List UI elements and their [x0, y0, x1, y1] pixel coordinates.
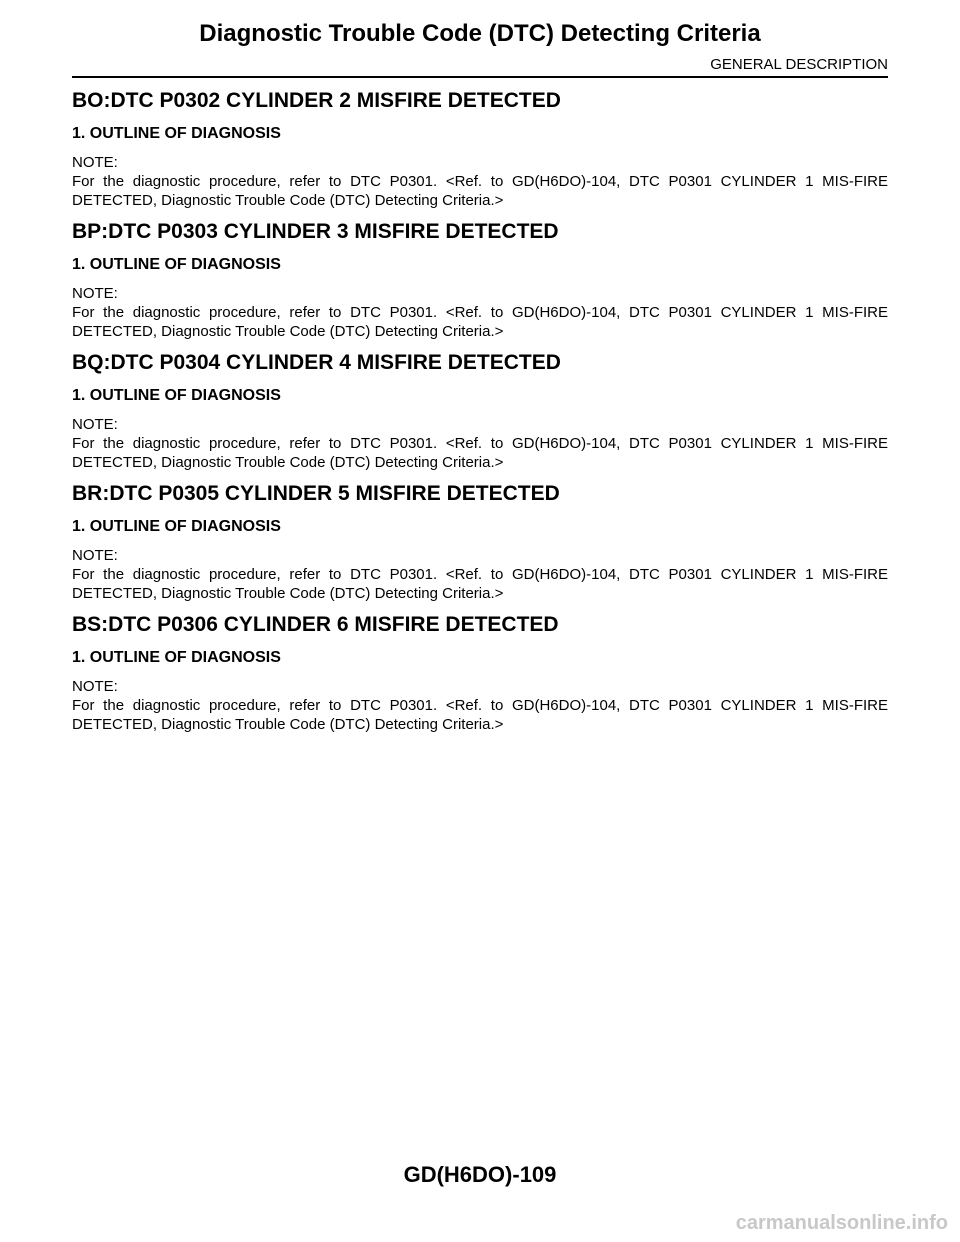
dtc-heading: BO:DTC P0302 CYLINDER 2 MISFIRE DETECTED	[72, 89, 561, 112]
note-label: NOTE:	[72, 678, 118, 695]
note-text: For the diagnostic procedure, refer to DTC P0301. <Ref. to GD(H6DO)-104, DTC P0301 CYLINDER 1 MIS-FIRE DETECTED, Diagnostic Trouble Code (DTC) Detecting Criteria.>	[72, 304, 888, 340]
note-label: NOTE:	[72, 416, 118, 433]
dtc-section-p0302	[72, 88, 888, 210]
note-label: NOTE:	[72, 285, 118, 302]
watermark: carmanualsonline.info	[735, 1212, 948, 1234]
dtc-section-p0305	[72, 481, 888, 603]
page-number: GD(H6DO)-109	[403, 1162, 557, 1187]
main-content	[72, 88, 888, 743]
dtc-heading: BP:DTC P0303 CYLINDER 3 MISFIRE DETECTED	[72, 220, 559, 243]
header-divider	[72, 76, 888, 78]
dtc-section-p0303	[72, 219, 888, 341]
outline-heading: 1. OUTLINE OF DIAGNOSIS	[72, 649, 281, 666]
dtc-heading: BQ:DTC P0304 CYLINDER 4 MISFIRE DETECTED	[72, 351, 561, 374]
outline-heading: 1. OUTLINE OF DIAGNOSIS	[72, 256, 281, 273]
dtc-heading: BS:DTC P0306 CYLINDER 6 MISFIRE DETECTED	[72, 613, 559, 636]
note-label: NOTE:	[72, 154, 118, 171]
page-title: Diagnostic Trouble Code (DTC) Detecting Criteria	[199, 20, 761, 47]
dtc-section-p0304	[72, 350, 888, 472]
dtc-section-p0306	[72, 612, 888, 734]
note-text: For the diagnostic procedure, refer to DTC P0301. <Ref. to GD(H6DO)-104, DTC P0301 CYLINDER 1 MIS-FIRE DETECTED, Diagnostic Trouble Code (DTC) Detecting Criteria.>	[72, 173, 888, 209]
note-text: For the diagnostic procedure, refer to DTC P0301. <Ref. to GD(H6DO)-104, DTC P0301 CYLINDER 1 MIS-FIRE DETECTED, Diagnostic Trouble Code (DTC) Detecting Criteria.>	[72, 697, 888, 733]
note-text: For the diagnostic procedure, refer to DTC P0301. <Ref. to GD(H6DO)-104, DTC P0301 CYLINDER 1 MIS-FIRE DETECTED, Diagnostic Trouble Code (DTC) Detecting Criteria.>	[72, 435, 888, 471]
note-label: NOTE:	[72, 547, 118, 564]
outline-heading: 1. OUTLINE OF DIAGNOSIS	[72, 518, 281, 535]
outline-heading: 1. OUTLINE OF DIAGNOSIS	[72, 387, 281, 404]
dtc-heading: BR:DTC P0305 CYLINDER 5 MISFIRE DETECTED	[72, 482, 560, 505]
section-label: GENERAL DESCRIPTION	[710, 56, 888, 73]
outline-heading: 1. OUTLINE OF DIAGNOSIS	[72, 125, 281, 142]
note-text: For the diagnostic procedure, refer to DTC P0301. <Ref. to GD(H6DO)-104, DTC P0301 CYLINDER 1 MIS-FIRE DETECTED, Diagnostic Trouble Code (DTC) Detecting Criteria.>	[72, 566, 888, 602]
